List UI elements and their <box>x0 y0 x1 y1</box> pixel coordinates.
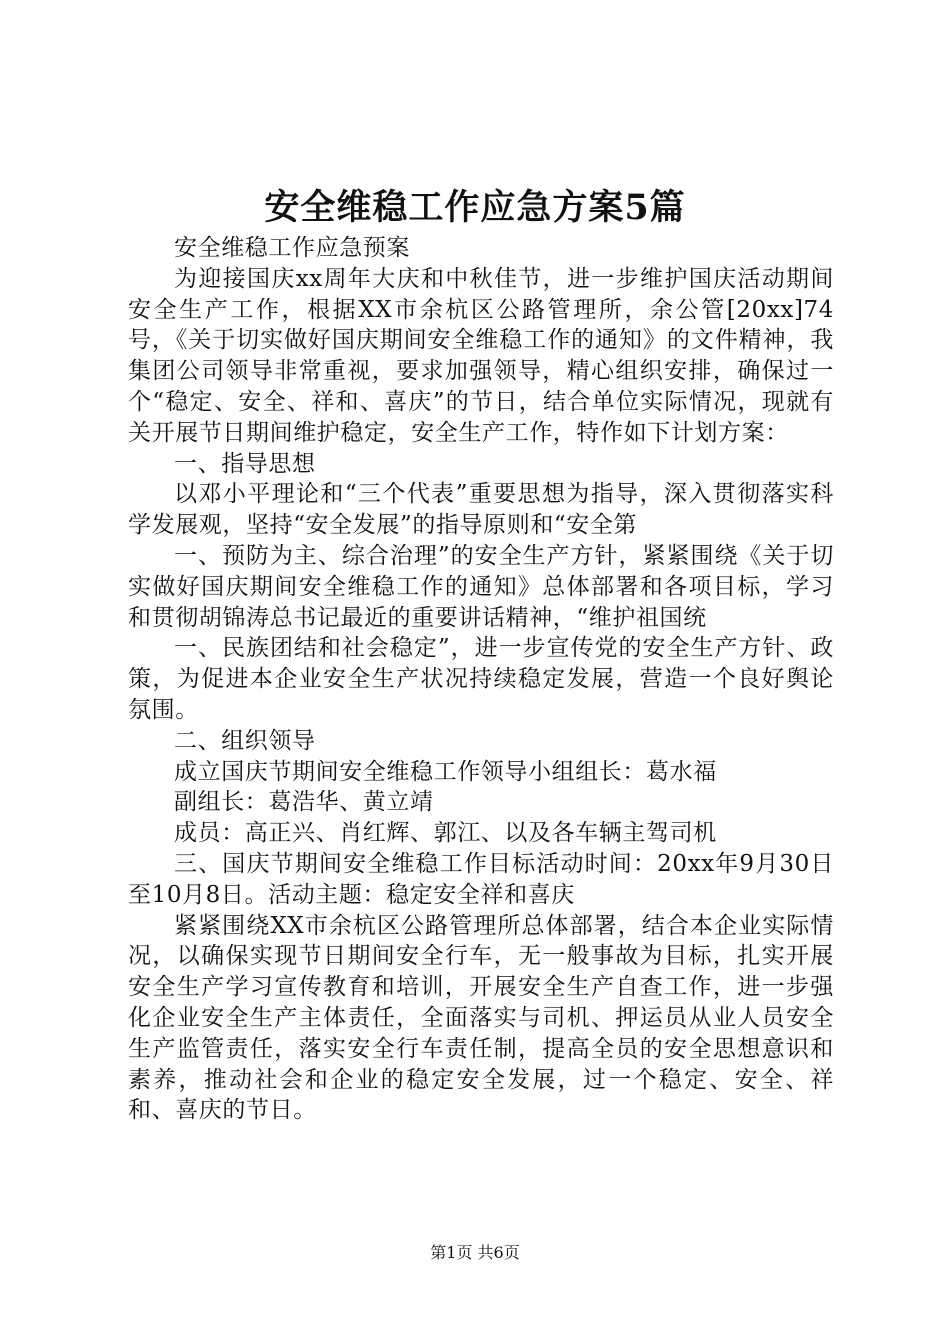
paragraph-group-leader: 成立国庆节期间安全维稳工作领导小组组长：葛水福 <box>174 758 717 785</box>
paragraph-guiding-thought-end: 一、民族团结和社会稳定”，进一步宣传党的安全生产方针、政策，为促进本企业安全生产状况持续稳定发展，营造一个良好舆论氛围。 <box>128 635 834 723</box>
section-heading-guiding-thought: 一、指导思想 <box>174 450 316 477</box>
paragraph-members: 成员：高正兴、肖红辉、郭江、以及各车辆主驾司机 <box>174 820 717 847</box>
paragraph-intro: 为迎接国庆xx周年大庆和中秋佳节，进一步维护国庆活动期间安全生产工作，根据XX市余杭区公路管理所，余公管[20xx]74号，《关于切实做好国庆期间安全维稳工作的通知》的文件精神，我集团公司领导非常重视，要求加强领导，精心组织安排，确保过一个“稳定、安全、祥和、喜庆”的节日，结合单位实际情况，现就有关开展节日期间维护稳定，安全生产工作，特作如下计划方案： <box>128 265 834 446</box>
section-heading-goals: 三、国庆节期间安全维稳工作目标活动时间：20xx年9月30日至10月8日。活动主题：稳定安全祥和喜庆 <box>128 850 834 908</box>
section-heading-organization: 二、组织领导 <box>174 727 316 754</box>
document-title: 安全维稳工作应急方案5篇 <box>264 187 686 228</box>
paragraph-goals: 紧紧围绕XX市余杭区公路管理所总体部署，结合本企业实际情况，以确保实现节日期间安全行车，无一般事故为目标，扎实开展安全生产学习宣传教育和培训，开展安全生产自查工作，进一步强化企业安全生产主体责任，全面落实与司机、押运员从业人员安全生产监管责任，落实安全行车责任制，提高全员的安全思想意识和素养，推动社会和企业的稳定安全发展，过一个稳定、安全、祥和、喜庆的节日。 <box>128 912 834 1124</box>
paragraph-guiding-thought: 以邓小平理论和“三个代表”重要思想为指导，深入贯彻落实科学发展观，坚持“安全发展”的指导原则和“安全第 <box>128 481 834 539</box>
page-footer: 第1页 共6页 <box>430 1243 520 1262</box>
paragraph-subtitle: 安全维稳工作应急预案 <box>174 235 410 261</box>
paragraph-guiding-thought-cont: 一、预防为主、综合治理”的安全生产方针，紧紧围绕《关于切实做好国庆期间安全维稳工作的通知》总体部署和各项目标，学习和贯彻胡锦涛总书记最近的重要讲话精神，“维护祖国统 <box>128 542 834 631</box>
document-body <box>128 233 834 1126</box>
paragraph-deputy-leaders: 副组长：葛浩华、黄立靖 <box>174 789 434 816</box>
